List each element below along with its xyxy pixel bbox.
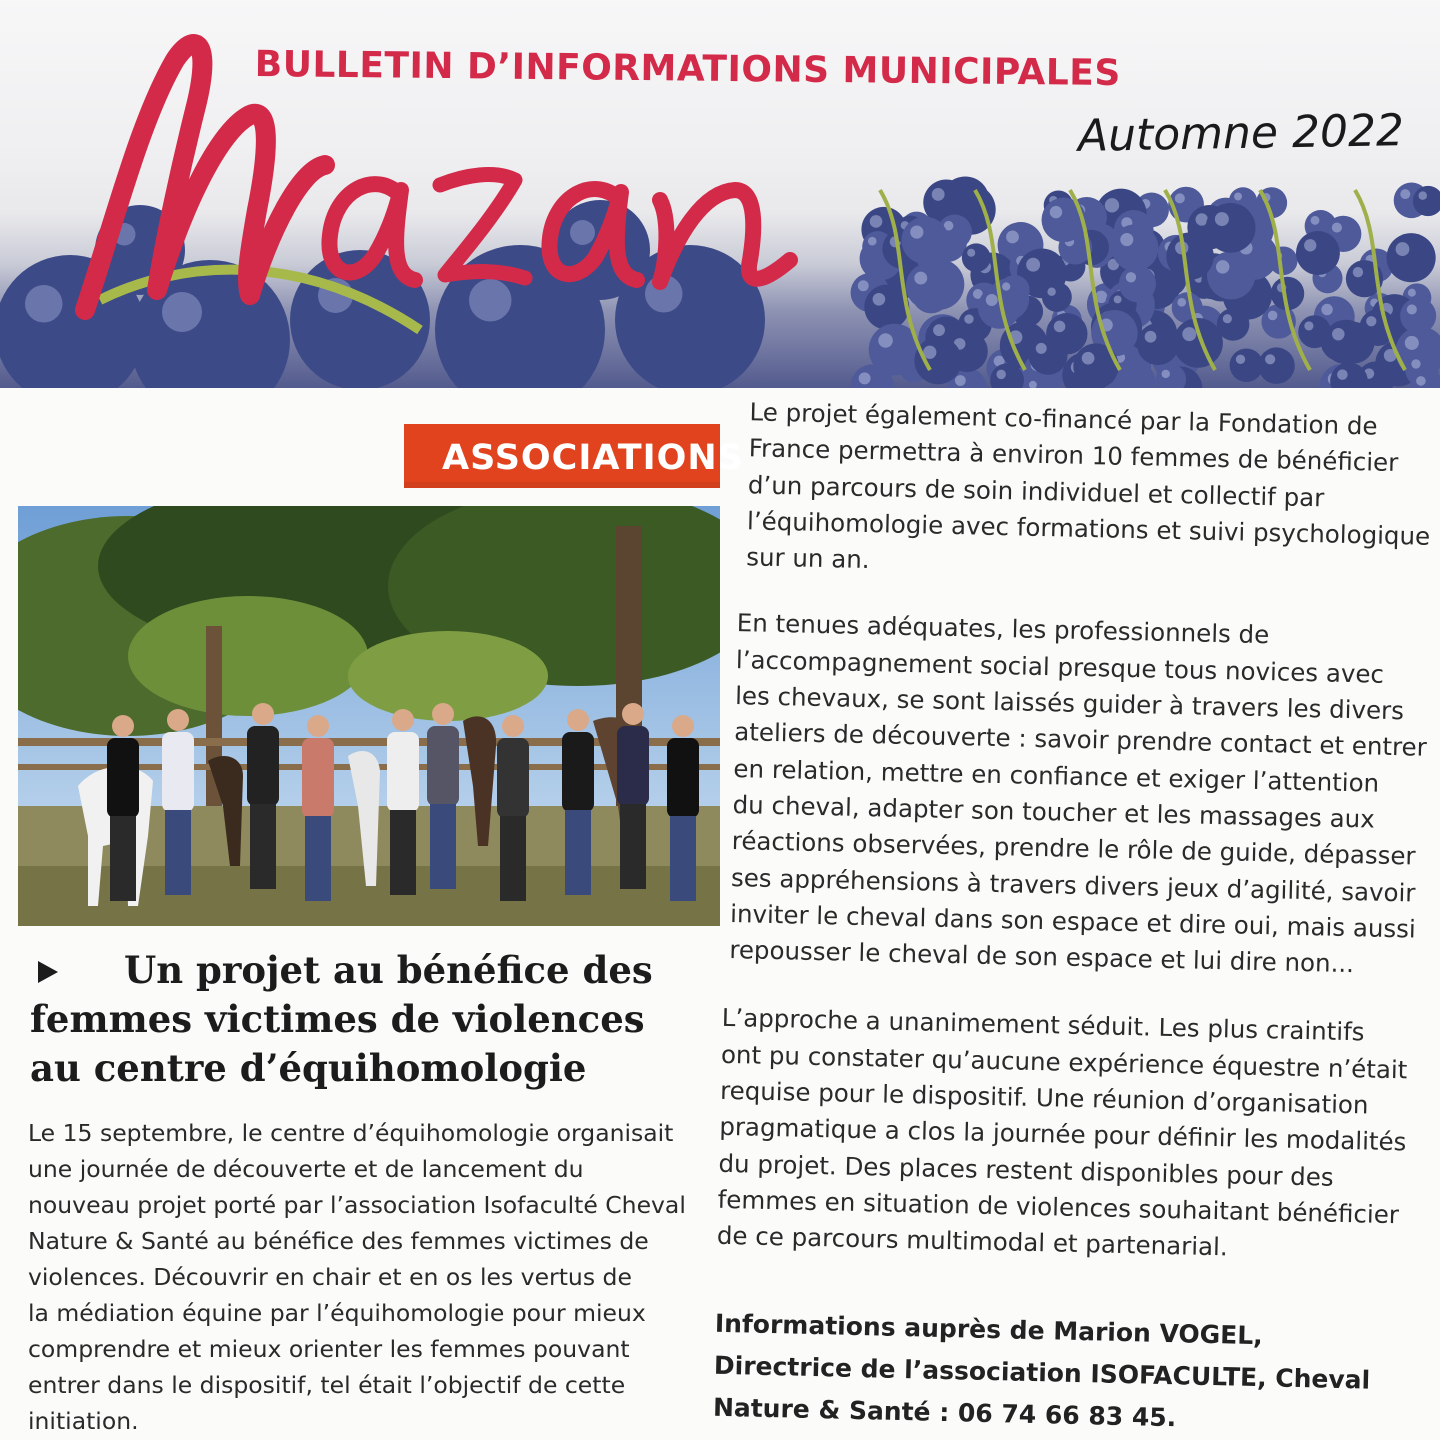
text-line: nouveau projet porté par l’association Isofaculté Cheval — [28, 1191, 686, 1219]
text-line: Nature & Santé au bénéfice des femmes victimes de — [28, 1227, 649, 1255]
text-line: Le 15 septembre, le centre d’équihomologie organisait — [28, 1119, 674, 1147]
workshops-paragraph — [723, 605, 1435, 984]
triangle-bullet-icon — [38, 961, 58, 983]
text-line: réactions observées, prendre le rôle de guide, dépasser — [731, 826, 1416, 871]
text-line: de ce parcours multimodal et partenarial. — [716, 1221, 1229, 1262]
headline-line-2: femmes victimes de violences — [30, 997, 645, 1041]
text-line: en relation, mettre en confiance et exiger l’attention — [733, 753, 1380, 798]
issue-season: Automne 2022 — [1077, 105, 1405, 162]
text-line: une journée de découverte et de lancement du — [28, 1155, 584, 1183]
text-line: ateliers de découverte : savoir prendre contact et entrer — [734, 717, 1428, 763]
text-line: sur un an. — [745, 542, 870, 575]
outcome-paragraph — [716, 1000, 1426, 1270]
text-line: France permettra à environ 10 femmes de bénéficier — [748, 433, 1399, 478]
group-with-horses-photo — [18, 506, 720, 926]
text-line: requise pour le dispositif. Une réunion d’organisation — [719, 1075, 1369, 1120]
text-line: l’accompagnement social presque tous novices avec — [735, 644, 1385, 689]
headline-line-1: Un projet au bénéfice des — [30, 946, 720, 995]
text-line: Nature & Santé : 06 74 66 83 45. — [712, 1392, 1177, 1432]
text-line: inviter le cheval dans son espace et dire oui, mais aussi — [729, 898, 1417, 944]
article-right-column — [712, 394, 1440, 1440]
article-headline — [30, 946, 720, 1093]
section-tag — [404, 424, 744, 488]
text-line: comprendre et mieux orienter les femmes pouvant — [28, 1335, 630, 1363]
text-line: repousser le cheval de son espace et lui dire non... — [729, 935, 1355, 979]
section-tag-label: ASSOCIATIONS — [442, 438, 744, 478]
text-line: les chevaux, se sont laissés guider à travers les divers — [734, 681, 1405, 726]
text-line: En tenues adéquates, les professionnels de — [736, 608, 1270, 650]
photo-illustration — [18, 506, 720, 926]
text-line: ses appréhensions à travers divers jeux d’agilité, savoir — [730, 862, 1416, 908]
headline-line-3: au centre d’équihomologie — [30, 1046, 587, 1090]
text-line: la médiation équine par l’équihomologie pour mieux — [28, 1299, 646, 1327]
text-line: L’approche a unanimement séduit. Les plus craintifs — [721, 1003, 1365, 1047]
text-line: Directrice de l’association ISOFACULTE, Cheval — [713, 1350, 1371, 1395]
mazan-script-logo — [45, 20, 805, 380]
bulletin-header — [0, 0, 1440, 388]
text-line: pragmatique a clos la journée pour définir les modalités — [719, 1112, 1407, 1157]
text-line: du cheval, adapter son toucher et les massages aux — [732, 790, 1376, 834]
text-line: du projet. Des places restent disponibles pour des — [718, 1148, 1334, 1192]
text-line: Informations auprès de Marion VOGEL, — [714, 1308, 1264, 1350]
funding-paragraph — [732, 394, 1440, 591]
contact-information — [713, 1302, 1420, 1440]
text-line: d’un parcours de soin individuel et collectif par — [747, 469, 1325, 512]
text-line: femmes en situation de violences souhaitant bénéficier — [717, 1184, 1400, 1230]
article-intro-paragraph — [28, 1115, 720, 1439]
text-line: initiation. — [28, 1407, 139, 1435]
text-line: entrer dans le dispositif, tel était l’objectif de cette — [28, 1371, 626, 1399]
text-line: Le projet également co-financé par la Fondation de — [749, 397, 1378, 441]
bulletin-title: BULLETIN D’INFORMATIONS MUNICIPALES — [254, 44, 1122, 95]
text-line: l’équihomologie avec formations et suivi psychologique — [746, 506, 1431, 551]
text-line: ont pu constater qu’aucune expérience équestre n’était — [720, 1039, 1408, 1085]
text-line: violences. Découvrir en chair et en os les vertus de — [28, 1263, 632, 1291]
